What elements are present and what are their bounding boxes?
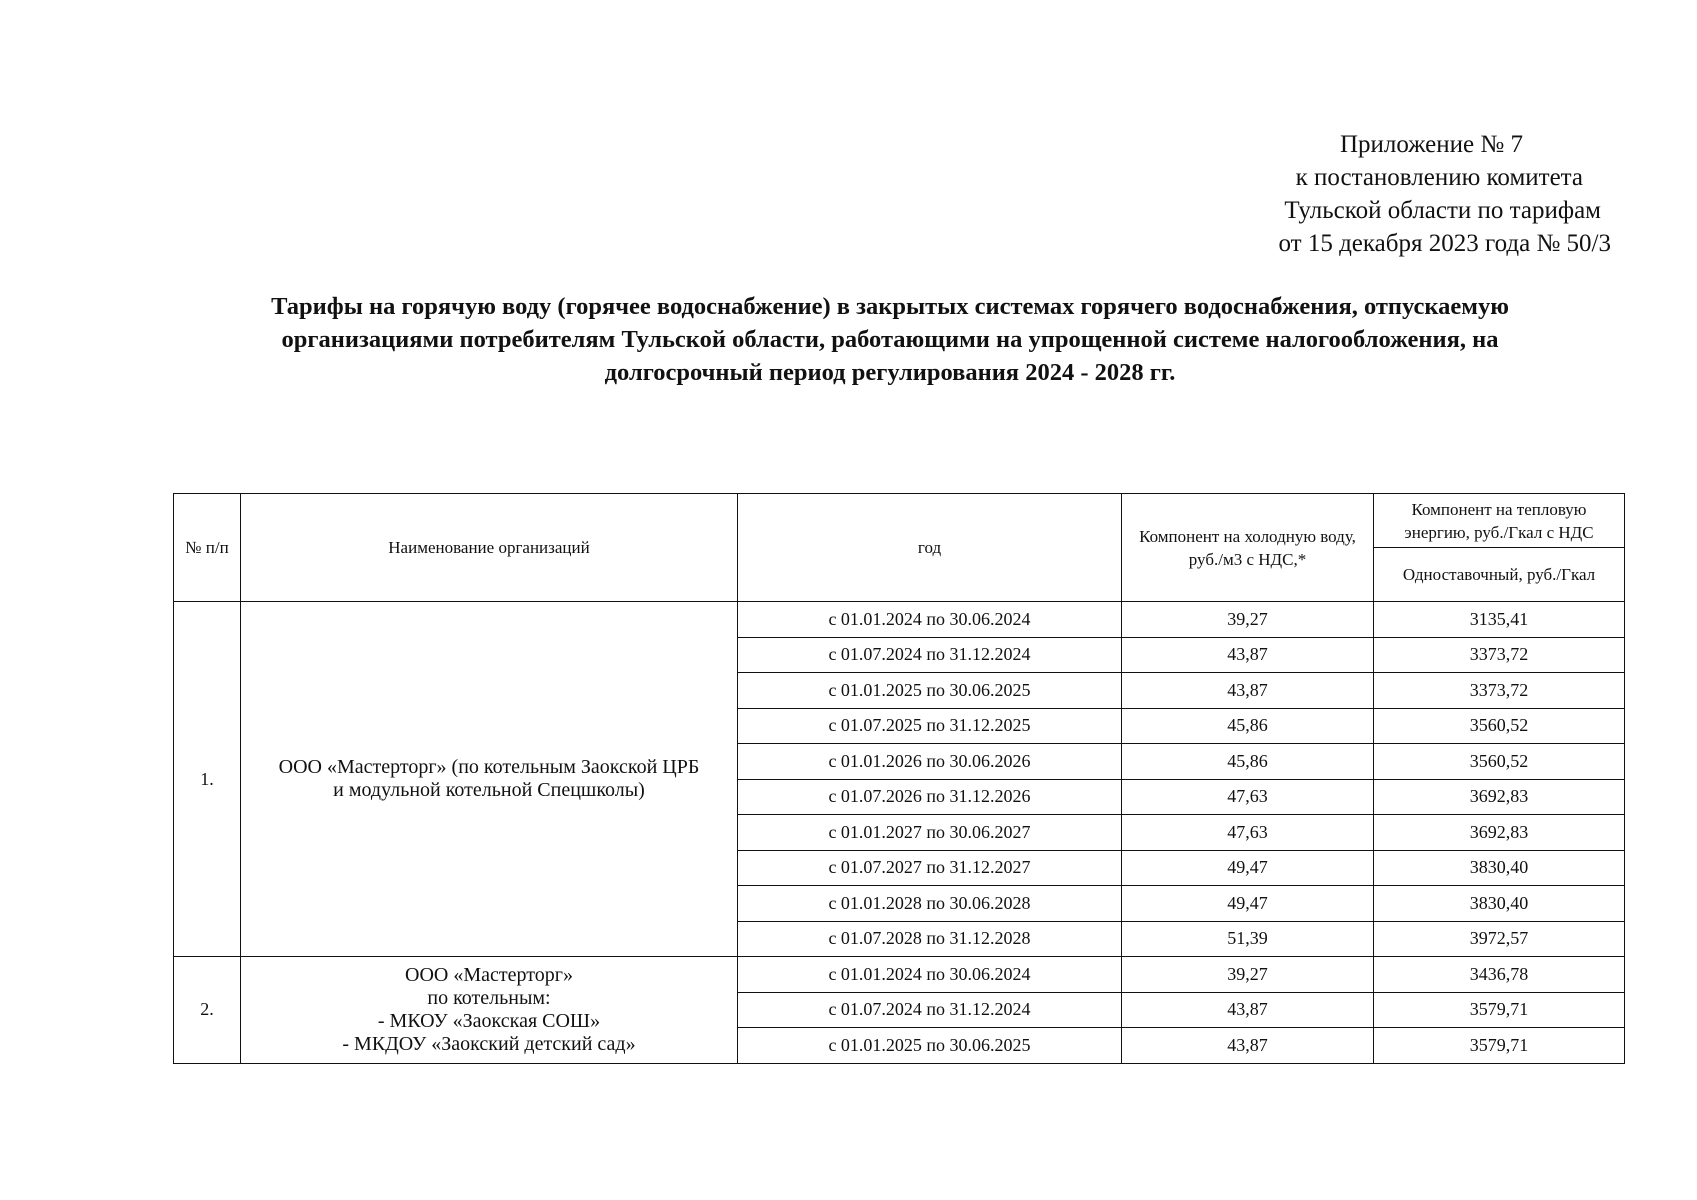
row-number: 1. <box>174 602 241 957</box>
period-cell: с 01.01.2025 по 30.06.2025 <box>738 1028 1122 1064</box>
period-cell: с 01.07.2025 по 31.12.2025 <box>738 708 1122 744</box>
period-cell: с 01.01.2024 по 30.06.2024 <box>738 602 1122 638</box>
organization-line: ООО «Мастерторг» (по котельным Заокской ЦРБ <box>278 756 700 778</box>
appendix-date: от 15 декабря 2023 года № 50/3 <box>1278 230 1611 257</box>
header-heat-energy: Компонент на тепловую энергию, руб./Гкал с НДС <box>1374 494 1625 548</box>
cold-water-value: 45,86 <box>1122 708 1374 744</box>
organization-name <box>241 602 738 957</box>
heat-energy-value: 3972,57 <box>1374 921 1625 957</box>
period-cell: с 01.07.2028 по 31.12.2028 <box>738 921 1122 957</box>
row-number: 2. <box>174 957 241 1064</box>
cold-water-value: 49,47 <box>1122 850 1374 886</box>
period-cell: с 01.07.2024 по 31.12.2024 <box>738 992 1122 1028</box>
heat-energy-value: 3373,72 <box>1374 673 1625 709</box>
heat-energy-value: 3692,83 <box>1374 815 1625 851</box>
heat-energy-value: 3692,83 <box>1374 779 1625 815</box>
appendix-header <box>1278 128 1611 260</box>
period-cell: с 01.07.2026 по 31.12.2026 <box>738 779 1122 815</box>
heat-energy-value: 3373,72 <box>1374 637 1625 673</box>
organization-line: ООО «Мастерторг» <box>405 963 573 986</box>
organization-line: - МКОУ «Заокская СОШ» <box>377 1009 601 1032</box>
heat-energy-value: 3560,52 <box>1374 744 1625 780</box>
period-cell: с 01.01.2024 по 30.06.2024 <box>738 957 1122 993</box>
cold-water-value: 43,87 <box>1122 992 1374 1028</box>
period-cell: с 01.07.2024 по 31.12.2024 <box>738 637 1122 673</box>
cold-water-value: 43,87 <box>1122 1028 1374 1064</box>
table-row <box>174 957 1625 993</box>
cold-water-value: 47,63 <box>1122 779 1374 815</box>
heat-energy-value: 3830,40 <box>1374 886 1625 922</box>
tariffs-table <box>173 493 1625 1064</box>
table-row <box>174 602 1625 638</box>
heat-energy-value: 3830,40 <box>1374 850 1625 886</box>
cold-water-value: 43,87 <box>1122 637 1374 673</box>
appendix-number: Приложение № 7 <box>1339 131 1523 158</box>
period-cell: с 01.01.2026 по 30.06.2026 <box>738 744 1122 780</box>
appendix-committee: Тульской области по тарифам <box>1284 197 1601 224</box>
period-cell: с 01.01.2028 по 30.06.2028 <box>738 886 1122 922</box>
heat-energy-value: 3560,52 <box>1374 708 1625 744</box>
organization-name <box>241 957 738 1064</box>
header-org: Наименование организаций <box>241 494 738 602</box>
period-cell: с 01.01.2025 по 30.06.2025 <box>738 673 1122 709</box>
organization-line: по котельным: <box>427 986 551 1009</box>
cold-water-value: 45,86 <box>1122 744 1374 780</box>
title-line: организациями потребителям Тульской области, работающими на упрощенной системе налогообложения, на <box>281 326 1499 353</box>
organization-line: и модульной котельной Спецшколы) <box>333 779 645 801</box>
tariffs-body <box>174 602 1625 1064</box>
period-cell: с 01.07.2027 по 31.12.2027 <box>738 850 1122 886</box>
period-cell: с 01.01.2027 по 30.06.2027 <box>738 815 1122 851</box>
header-single-rate: Одноставочный, руб./Гкал <box>1374 548 1625 602</box>
appendix-resolution: к постановлению комитета <box>1295 164 1583 191</box>
document-title <box>160 290 1620 389</box>
title-line: долгосрочный период регулирования 2024 - 2028 гг. <box>604 359 1176 386</box>
title-line: Тарифы на горячую воду (горячее водоснабжение) в закрытых системах горячего водоснабжения, отпускаемую <box>271 293 1509 320</box>
cold-water-value: 39,27 <box>1122 602 1374 638</box>
cold-water-value: 49,47 <box>1122 886 1374 922</box>
heat-energy-value: 3135,41 <box>1374 602 1625 638</box>
heat-energy-value: 3579,71 <box>1374 992 1625 1028</box>
header-year: год <box>738 494 1122 602</box>
header-num: № п/п <box>174 494 241 602</box>
heat-energy-value: 3579,71 <box>1374 1028 1625 1064</box>
organization-line: - МКДОУ «Заокский детский сад» <box>342 1032 636 1055</box>
cold-water-value: 43,87 <box>1122 673 1374 709</box>
cold-water-value: 39,27 <box>1122 957 1374 993</box>
cold-water-value: 47,63 <box>1122 815 1374 851</box>
cold-water-value: 51,39 <box>1122 921 1374 957</box>
heat-energy-value: 3436,78 <box>1374 957 1625 993</box>
header-cold-water: Компонент на холодную воду, руб./м3 с НДС,* <box>1122 494 1374 602</box>
